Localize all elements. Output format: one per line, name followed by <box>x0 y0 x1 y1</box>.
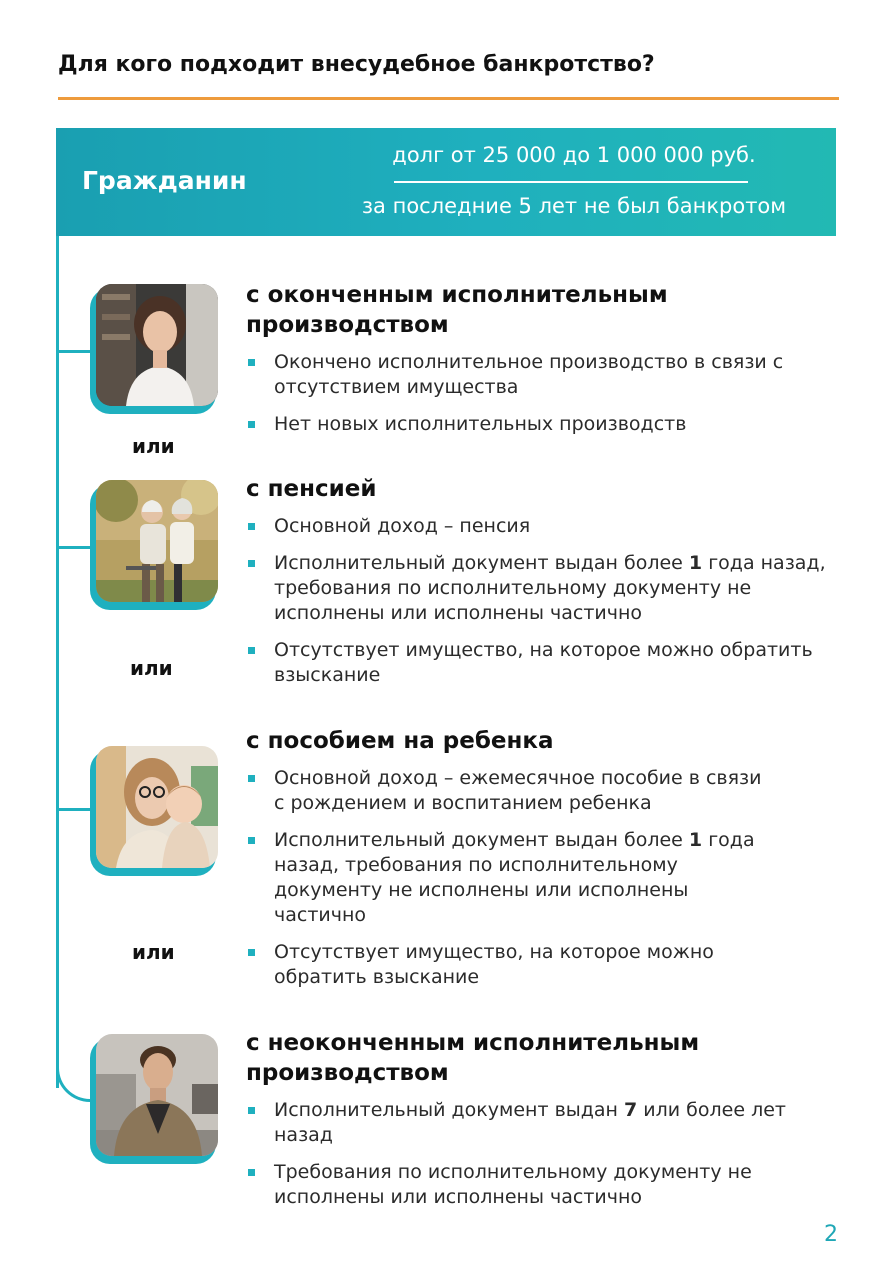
timeline-branch <box>58 546 92 549</box>
criteria-list <box>246 766 766 990</box>
section-title: с пенсией <box>246 476 377 502</box>
photo-card <box>90 284 216 410</box>
banner-label: Гражданин <box>82 166 247 195</box>
criteria-list <box>246 1098 786 1210</box>
elderly-couple-photo <box>96 480 218 602</box>
section-finished-enforcement <box>246 280 846 449</box>
bullet-icon <box>248 949 255 956</box>
criteria-item: Исполнительный документ выдан более 1 года назад, требования по исполнительному документу не исполнены или исполнены частично <box>246 551 846 626</box>
timeline-branch <box>58 808 92 811</box>
criteria-item: Отсутствует имущество, на которое можно обратить взыскание <box>246 940 766 990</box>
or-label: или <box>132 434 175 458</box>
section-title: с оконченным исполнительным производством <box>246 282 668 338</box>
bullet-icon <box>248 421 255 428</box>
or-label: или <box>132 940 175 964</box>
criteria-item: Исполнительный документ выдан 7 или более лет назад <box>246 1098 786 1148</box>
bullet-icon <box>248 775 255 782</box>
section-unfinished-enforcement <box>246 1028 846 1222</box>
debt-condition: долг от 25 000 до 1 000 000 руб. <box>392 143 756 167</box>
bullet-icon <box>248 560 255 567</box>
bullet-icon <box>248 647 255 654</box>
section-title: с пособием на ребенка <box>246 728 554 754</box>
young-woman-photo <box>96 284 218 406</box>
mother-and-child-photo <box>96 746 218 868</box>
photo-card <box>90 746 216 872</box>
bullet-icon <box>248 359 255 366</box>
photo-card <box>90 480 216 606</box>
page-number: 2 <box>824 1222 838 1247</box>
bankruptcy-history-condition: за последние 5 лет не был банкротом <box>361 194 787 218</box>
criteria-item: Окончено исполнительное производство в связи с отсутствием имущества <box>246 350 846 400</box>
bullet-icon <box>248 1169 255 1176</box>
criteria-item: Отсутствует имущество, на которое можно обратить взыскание <box>246 638 846 688</box>
criteria-item: Исполнительный документ выдан более 1 года назад, требования по исполнительному документу не исполнены или исполнены частично <box>246 828 766 928</box>
bullet-icon <box>248 523 255 530</box>
section-pension <box>246 474 846 700</box>
criteria-list <box>246 350 846 437</box>
criteria-item: Основной доход – пенсия <box>246 514 846 539</box>
section-child-benefit <box>246 726 846 1002</box>
timeline-line <box>56 236 59 1088</box>
criteria-item: Нет новых исполнительных производств <box>246 412 846 437</box>
section-title: с неоконченным исполнительным производством <box>246 1030 700 1086</box>
young-man-photo <box>96 1034 218 1156</box>
condition-divider <box>394 181 748 183</box>
criteria-list <box>246 514 846 688</box>
or-label: или <box>130 656 173 680</box>
page-title: Для кого подходит внесудебное банкротство? <box>58 52 655 77</box>
timeline-branch <box>58 350 92 353</box>
criteria-item: Требования по исполнительному документу не исполнены или исполнены частично <box>246 1160 786 1210</box>
bullet-icon <box>248 837 255 844</box>
criteria-item: Основной доход – ежемесячное пособие в связи с рождением и воспитанием ребенка <box>246 766 766 816</box>
bullet-icon <box>248 1107 255 1114</box>
title-underline <box>58 97 839 100</box>
photo-card <box>90 1034 216 1160</box>
